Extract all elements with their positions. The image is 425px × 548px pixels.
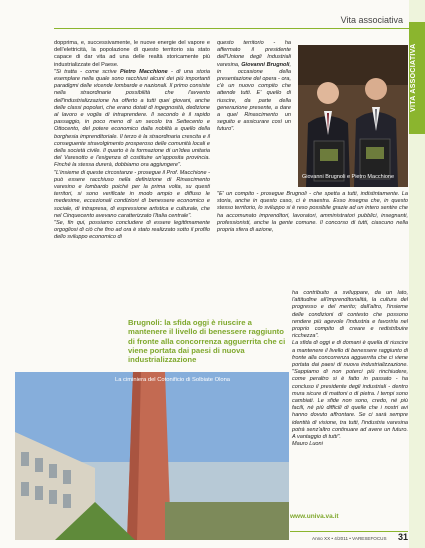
article-author: Mauro Luoni <box>292 441 323 448</box>
section-title: Vita associativa <box>340 15 403 25</box>
website-link[interactable]: www.univa.va.it <box>290 513 339 520</box>
paragraph-brugnoli: questo territorio - ha affermato il presidente dell'Unione degli Industriali varesina, Giovanni Brugnoli, in occasione della presentazione del opera - ora, c'è un nuovo compito che attende tutti. E' quello di riuscire, da parte della generazione presente, a dare a quel Rinascimento un seguito e assicurare così un futuro". <box>217 40 292 133</box>
pull-quote: Brugnoli: la sfida oggi è riuscire a mantenere il livello di benessere raggiunto di fronte alla concorrenza agguerrita che ci viene portata dai paesi di nuova industrializzazione <box>128 318 286 365</box>
header-rule <box>54 28 409 29</box>
paragraph-compito: "E' un compito - prosegue Brugnoli - che spetta a tutti, indistintamente. La storia, anche in questo caso, ci è maestra. Esso insegna che, in questo stesso territorio, lo sviluppo si è reso possibile grazie ad un intero sentire che ha accomunato imprenditori, lavoratori, amministratori pubblici, insegnanti, professionisti, anche la gente comune. Il concorso di tutti, ciascuno nella propria sfera di azione, <box>217 191 408 234</box>
chimney-illustration <box>15 372 289 540</box>
article-column-2 <box>217 40 291 134</box>
portrait-illustration <box>298 45 408 187</box>
paragraph-intro: dopprima, e, successivamente, le nuove energie del vapore e dell'elettricità, la popolazione di questo territorio sia stato capace di dar vita ad una delle realtà storicamente più industrializzate del Paese. <box>54 40 210 68</box>
paragraph-conclusion: "Se, fin qui, possiamo concludere di essere legittimamente orgogliosi di ciò che fino ad ora è stato realizzato sotto il profilo dello sviluppo economico di <box>54 220 210 241</box>
person-name: Giovanni Brugnoli <box>241 61 290 68</box>
paragraph-sfida: La sfida di oggi e di domani è quella di riuscire a mantenere il livello di benessere raggiunto di fronte alla concorrenza agguerrita che ci viene portata dai paesi di nuova industrializzazione. "Sappiamo di non poterci più rinchiudere, come peraltro si è fatto in passato - ha concluso il presidente degli industriali - dentro mura sicure di mattoni o di pietra. I tempi sono cambiati. Le sfide non sono, credo, né più facili, né più difficili di quelle che i nostri avi hanno dovuto affrontare. Se ci sarà sempre identità di visione, tra tutti, l'industria varesina potrà senz'altro continuare ad avere un futuro. A vantaggio di tutti". <box>292 340 408 441</box>
person-name: Pietro Macchione <box>120 68 168 75</box>
paragraph-rinascimento: "L'insieme di queste circostanze - prosegue il Prof. Macchione - può essere racchiuso nella definizione di Rinascimento varesino e lombardo poiché per la prima volta, su questi territori, si sono verificate in modo ampio e diffuso le medesime, eccezionali condizioni di benessere economico e sociale, di intrapresa, di espressione artistica e culturale, che nel Cinquecento avevano caratterizzato l'Italia centrale". <box>54 169 210 219</box>
footer-rule <box>290 531 408 532</box>
portrait-photo <box>298 45 408 187</box>
paragraph-macchione-quote: "Si tratta - come scrive Pietro Macchione - di una storia esemplare nella quale sono racchiusi alcuni dei più importanti paradigmi delle vicende lombarde e nazionali. Il primo consiste nella straordinarie possibilità che l'avvento dell'industrializzazione ha offerto a tutti quei giovani, anche delle classi popolari, che erano dotati di ingegnosità, dedizione al lavoro e voglia di intraprendere. Il secondo è il rapido passaggio, in poco meno di un secolo tra Settecento e Ottocento, del potere economico dalla nobiltà a quello della borghesia imprenditoriale. Il terzo è la straordinaria crescita e il conseguente stravolgimento prosperoso delle comunità locali e della società civile. Il quarto è la formazione di un'idea unitaria del Varesotto e l'esigenza di costituire un'apposita provincia. Finché la stessa durerà, dobbiamo ora aggiungere". <box>54 68 210 169</box>
page-number: 31 <box>398 532 409 542</box>
paragraph-contributo: ha contribuito a sviluppare, da un lato, l'attitudine all'imprenditorialità, la cultura del progresso e del merito; dall'altro, l'insieme delle condizioni di contesto che possono rendere più agevole l'industria e favorirla nel proprio compito di creare e redistribuire ricchezza". <box>292 290 408 340</box>
section-tab-label: VITA ASSOCIATIVA <box>410 43 417 113</box>
article-column-1 <box>54 40 210 242</box>
article-column-3 <box>292 290 408 448</box>
issue-info: Anno XX • 4/2011 • VARESEFOCUS <box>312 536 387 541</box>
article-wide-paragraph <box>217 191 408 234</box>
photo-caption: Giovanni Brugnoli e Pietro Macchione <box>302 174 395 180</box>
chimney-photo-caption: La ciminiera del Cotonificio di Solbiate Olona <box>115 377 231 383</box>
chimney-photo <box>15 372 289 540</box>
